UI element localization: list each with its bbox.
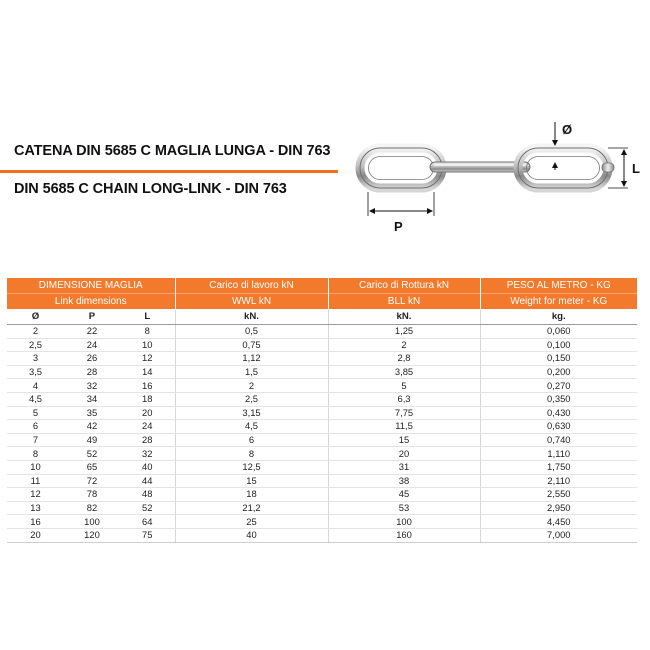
cell-diameter: 6 bbox=[7, 420, 64, 434]
cell-length: 16 bbox=[120, 379, 175, 393]
cell-length: 24 bbox=[120, 420, 175, 434]
cell-diameter: 10 bbox=[7, 460, 64, 474]
table-row bbox=[7, 392, 637, 406]
cell-pitch: 78 bbox=[64, 488, 120, 502]
cell-diameter: 7 bbox=[7, 433, 64, 447]
cell-diameter: 2 bbox=[7, 325, 64, 339]
header-row-english bbox=[7, 294, 637, 310]
cell-weight: 7,000 bbox=[480, 528, 637, 542]
cell-breaking-load: 20 bbox=[328, 447, 480, 461]
cell-weight: 2,550 bbox=[480, 488, 637, 502]
cell-breaking-load: 6,3 bbox=[328, 392, 480, 406]
cell-weight: 0,270 bbox=[480, 379, 637, 393]
cell-length: 52 bbox=[120, 501, 175, 515]
cell-diameter: 13 bbox=[7, 501, 64, 515]
title-italian: CATENA DIN 5685 C MAGLIA LUNGA - DIN 763 bbox=[14, 143, 331, 159]
cell-pitch: 28 bbox=[64, 365, 120, 379]
cell-pitch: 49 bbox=[64, 433, 120, 447]
cell-diameter: 4 bbox=[7, 379, 64, 393]
cell-weight: 1,110 bbox=[480, 447, 637, 461]
cell-working-load: 25 bbox=[175, 515, 328, 529]
cell-diameter: 8 bbox=[7, 447, 64, 461]
cell-pitch: 34 bbox=[64, 392, 120, 406]
cell-weight: 0,100 bbox=[480, 338, 637, 352]
cell-weight: 0,150 bbox=[480, 352, 637, 366]
header-row-italian bbox=[7, 278, 637, 294]
cell-pitch: 52 bbox=[64, 447, 120, 461]
cell-diameter: 3 bbox=[7, 352, 64, 366]
cell-length: 32 bbox=[120, 447, 175, 461]
table-row bbox=[7, 447, 637, 461]
cell-diameter: 3,5 bbox=[7, 365, 64, 379]
cell-pitch: 24 bbox=[64, 338, 120, 352]
table-row bbox=[7, 515, 637, 529]
table-row bbox=[7, 406, 637, 420]
cell-diameter: 5 bbox=[7, 406, 64, 420]
table-row bbox=[7, 325, 637, 339]
cell-length: 64 bbox=[120, 515, 175, 529]
cell-breaking-load: 100 bbox=[328, 515, 480, 529]
cell-breaking-load: 11,5 bbox=[328, 420, 480, 434]
cell-working-load: 1,12 bbox=[175, 352, 328, 366]
cell-diameter: 4,5 bbox=[7, 392, 64, 406]
table-row bbox=[7, 433, 637, 447]
cell-breaking-load: 2 bbox=[328, 338, 480, 352]
cell-working-load: 40 bbox=[175, 528, 328, 542]
cell-weight: 4,450 bbox=[480, 515, 637, 529]
cell-weight: 0,060 bbox=[480, 325, 637, 339]
cell-weight: 0,350 bbox=[480, 392, 637, 406]
cell-pitch: 26 bbox=[64, 352, 120, 366]
cell-pitch: 22 bbox=[64, 325, 120, 339]
cell-breaking-load: 15 bbox=[328, 433, 480, 447]
length-label: L bbox=[632, 161, 640, 176]
table-row bbox=[7, 474, 637, 488]
cell-breaking-load: 38 bbox=[328, 474, 480, 488]
cell-breaking-load: 53 bbox=[328, 501, 480, 515]
header-link-dimensions-it: DIMENSIONE MAGLIA bbox=[7, 278, 175, 294]
cell-length: 44 bbox=[120, 474, 175, 488]
cell-length: 48 bbox=[120, 488, 175, 502]
cell-breaking-load: 45 bbox=[328, 488, 480, 502]
table-row bbox=[7, 488, 637, 502]
chain-link-right bbox=[518, 148, 608, 188]
cell-length: 18 bbox=[120, 392, 175, 406]
cell-breaking-load: 31 bbox=[328, 460, 480, 474]
cell-pitch: 120 bbox=[64, 528, 120, 542]
title-english: DIN 5685 C CHAIN LONG-LINK - DIN 763 bbox=[14, 181, 287, 197]
header-working-load-it: Carico di lavoro kN bbox=[175, 278, 328, 294]
table-row bbox=[7, 338, 637, 352]
cell-working-load: 0,5 bbox=[175, 325, 328, 339]
cell-working-load: 4,5 bbox=[175, 420, 328, 434]
table-row bbox=[7, 352, 637, 366]
cell-length: 8 bbox=[120, 325, 175, 339]
cell-working-load: 0,75 bbox=[175, 338, 328, 352]
unit-working-load: kN. bbox=[175, 309, 328, 325]
unit-breaking-load: kN. bbox=[328, 309, 480, 325]
table-row bbox=[7, 528, 637, 542]
table-row bbox=[7, 501, 637, 515]
cell-working-load: 2,5 bbox=[175, 392, 328, 406]
cell-weight: 0,740 bbox=[480, 433, 637, 447]
cell-pitch: 72 bbox=[64, 474, 120, 488]
cell-pitch: 32 bbox=[64, 379, 120, 393]
cell-length: 75 bbox=[120, 528, 175, 542]
header-weight-it: PESO AL METRO - KG bbox=[480, 278, 637, 294]
cell-working-load: 2 bbox=[175, 379, 328, 393]
table-row bbox=[7, 460, 637, 474]
header-breaking-load-en: BLL kN bbox=[328, 294, 480, 310]
cell-pitch: 42 bbox=[64, 420, 120, 434]
unit-pitch: P bbox=[64, 309, 120, 325]
unit-length: L bbox=[120, 309, 175, 325]
diameter-label: Ø bbox=[562, 122, 573, 137]
cell-weight: 0,200 bbox=[480, 365, 637, 379]
cell-breaking-load: 1,25 bbox=[328, 325, 480, 339]
cell-weight: 1,750 bbox=[480, 460, 637, 474]
cell-working-load: 6 bbox=[175, 433, 328, 447]
cell-working-load: 8 bbox=[175, 447, 328, 461]
cell-length: 20 bbox=[120, 406, 175, 420]
pitch-label: P bbox=[394, 219, 403, 234]
cell-length: 12 bbox=[120, 352, 175, 366]
cell-working-load: 15 bbox=[175, 474, 328, 488]
cell-weight: 2,950 bbox=[480, 501, 637, 515]
cell-pitch: 100 bbox=[64, 515, 120, 529]
cell-weight: 0,430 bbox=[480, 406, 637, 420]
cell-breaking-load: 2,8 bbox=[328, 352, 480, 366]
cell-breaking-load: 3,85 bbox=[328, 365, 480, 379]
cell-working-load: 21,2 bbox=[175, 501, 328, 515]
cell-breaking-load: 160 bbox=[328, 528, 480, 542]
cell-diameter: 11 bbox=[7, 474, 64, 488]
table-row bbox=[7, 379, 637, 393]
orange-divider bbox=[0, 170, 338, 173]
cell-breaking-load: 5 bbox=[328, 379, 480, 393]
header-weight-en: Weight for meter - KG bbox=[480, 294, 637, 310]
cell-working-load: 3,15 bbox=[175, 406, 328, 420]
cell-working-load: 12,5 bbox=[175, 460, 328, 474]
table-row bbox=[7, 420, 637, 434]
cell-weight: 2,110 bbox=[480, 474, 637, 488]
pitch-indicator bbox=[368, 192, 434, 234]
cell-pitch: 65 bbox=[64, 460, 120, 474]
cell-diameter: 2,5 bbox=[7, 338, 64, 352]
chain-spec-table bbox=[7, 278, 637, 543]
cell-diameter: 16 bbox=[7, 515, 64, 529]
cell-pitch: 35 bbox=[64, 406, 120, 420]
cell-diameter: 12 bbox=[7, 488, 64, 502]
header-link-dimensions-en: Link dimensions bbox=[7, 294, 175, 310]
cell-diameter: 20 bbox=[7, 528, 64, 542]
cell-length: 10 bbox=[120, 338, 175, 352]
cell-working-load: 1,5 bbox=[175, 365, 328, 379]
header-working-load-en: WWL kN bbox=[175, 294, 328, 310]
cell-working-load: 18 bbox=[175, 488, 328, 502]
cell-length: 28 bbox=[120, 433, 175, 447]
unit-diameter: Ø bbox=[7, 309, 64, 325]
cell-weight: 0,630 bbox=[480, 420, 637, 434]
cell-pitch: 82 bbox=[64, 501, 120, 515]
cell-breaking-load: 7,75 bbox=[328, 406, 480, 420]
chain-diagram bbox=[330, 110, 650, 240]
cell-length: 14 bbox=[120, 365, 175, 379]
header-breaking-load-it: Carico di Rottura kN bbox=[328, 278, 480, 294]
cell-length: 40 bbox=[120, 460, 175, 474]
unit-row bbox=[7, 309, 637, 325]
table-row bbox=[7, 365, 637, 379]
unit-weight: kg. bbox=[480, 309, 637, 325]
